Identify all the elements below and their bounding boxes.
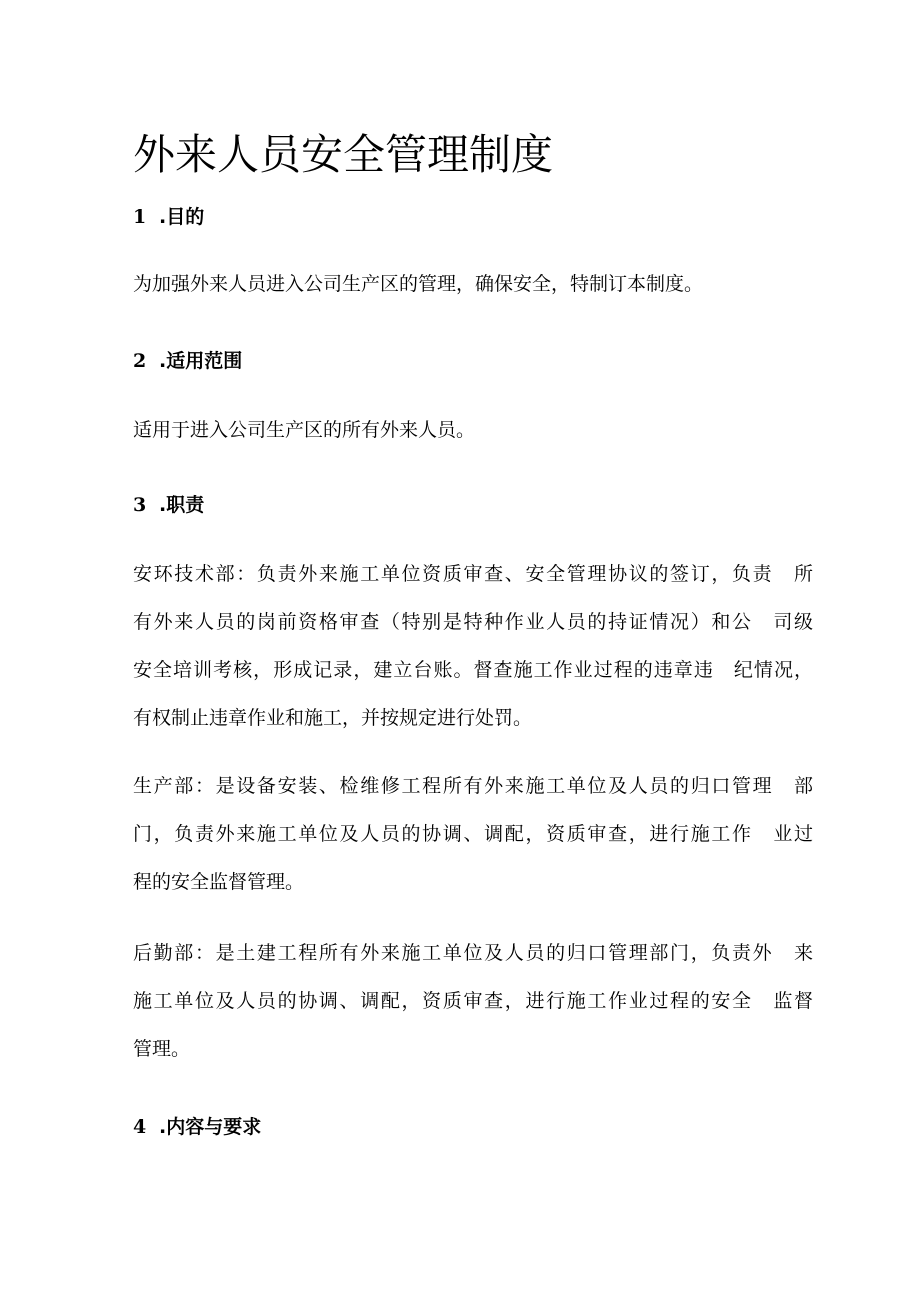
paragraph-line: 管理。 xyxy=(133,1038,191,1060)
section-number: 3 xyxy=(133,494,147,516)
document-title: 外来人员安全管理制度 xyxy=(133,130,554,179)
section-heading xyxy=(133,347,242,375)
section-number: 4 xyxy=(133,1116,147,1138)
paragraph xyxy=(133,550,813,742)
paragraph-line: 施工单位及人员的协调、调配，资质审查，进行施工作业过程的安全 监督 xyxy=(133,990,813,1012)
section-title: .职责 xyxy=(159,494,205,516)
section-title: .内容与要求 xyxy=(159,1116,262,1138)
paragraph-line: 安环技术部：负责外来施工单位资质审查、安全管理协议的签订，负责 所 xyxy=(133,563,813,585)
section-heading xyxy=(133,491,204,519)
paragraph-line: 为加强外来人员进入公司生产区的管理，确保安全，特制订本制度。 xyxy=(133,273,704,295)
section-heading xyxy=(133,1113,261,1141)
paragraph-line: 有权制止违章作业和施工，并按规定进行处罚。 xyxy=(133,707,533,729)
paragraph xyxy=(133,260,813,308)
paragraph xyxy=(133,406,813,454)
section-number: 1 xyxy=(133,206,147,228)
paragraph xyxy=(133,762,813,906)
paragraph-line: 程的安全监督管理。 xyxy=(133,871,305,893)
section-heading xyxy=(133,203,204,231)
paragraph-line: 有外来人员的岗前资格审查（特别是特种作业人员的持证情况）和公 司级 xyxy=(133,611,813,633)
section-title: .适用范围 xyxy=(159,350,243,372)
paragraph-line: 适用于进入公司生产区的所有外来人员。 xyxy=(133,419,476,441)
section-title: .目的 xyxy=(159,206,205,228)
section-number: 2 xyxy=(133,350,147,372)
paragraph-line: 安全培训考核，形成记录，建立台账。督查施工作业过程的违章违 纪情况， xyxy=(133,659,813,681)
paragraph-line: 生产部：是设备安装、检维修工程所有外来施工单位及人员的归口管理 部 xyxy=(133,775,813,797)
paragraph-line: 后勤部：是土建工程所有外来施工单位及人员的归口管理部门，负责外 来 xyxy=(133,942,813,964)
paragraph-line: 门，负责外来施工单位及人员的协调、调配，资质审查，进行施工作 业过 xyxy=(133,823,813,845)
paragraph xyxy=(133,929,813,1073)
